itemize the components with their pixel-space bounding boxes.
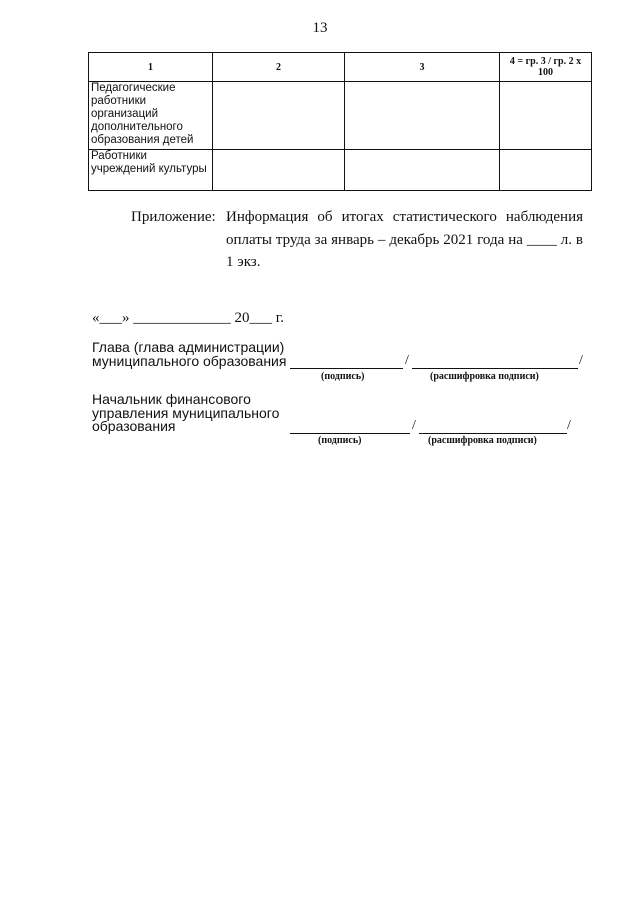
- table-cell: [500, 82, 592, 150]
- table-row: [89, 150, 592, 191]
- date-line: «___» _____________ 20___ г.: [92, 310, 284, 326]
- name-line: [419, 433, 567, 434]
- signature-slash: /: [567, 418, 571, 433]
- name-caption: (расшифровка подписи): [428, 435, 537, 446]
- signature-slash: /: [579, 353, 583, 368]
- column-header-1: 1: [89, 53, 213, 82]
- name-line: [412, 368, 578, 369]
- signature-title-head: Глава (глава администрации) муниципального образования: [92, 339, 287, 369]
- table-header-row: [89, 53, 592, 82]
- table-cell: [213, 150, 345, 191]
- appendix-label: Приложение:: [131, 209, 216, 225]
- name-caption: (расшифровка подписи): [430, 371, 539, 382]
- column-header-2: 2: [213, 53, 345, 82]
- column-header-4: 4 = гр. 3 / гр. 2 х 100: [500, 53, 592, 82]
- column-header-3: 3: [345, 53, 500, 82]
- signature-caption: (подпись): [318, 435, 362, 446]
- table-cell: [345, 82, 500, 150]
- signature-line: [290, 368, 403, 369]
- appendix-text: Информация об итогах статистического наблюдения оплаты труда за январь – декабрь 2021 года на ____ л. в 1 экз.: [226, 209, 583, 270]
- table-cell: [213, 82, 345, 150]
- signature-slash: /: [405, 353, 409, 368]
- signature-slash: /: [412, 418, 416, 433]
- table-cell: [345, 150, 500, 191]
- row-label: Педагогические работники организаций дополнительного образования детей: [89, 82, 213, 150]
- report-table: [88, 52, 592, 191]
- table-row: [89, 82, 592, 150]
- signature-caption: (подпись): [321, 371, 365, 382]
- page-number: 13: [312, 20, 328, 36]
- table-cell: [500, 150, 592, 191]
- signature-title-finance: Начальник финансового управления муниципального образования: [92, 391, 280, 434]
- row-label: Работники учреждений культуры: [89, 150, 213, 191]
- signature-line: [290, 433, 410, 434]
